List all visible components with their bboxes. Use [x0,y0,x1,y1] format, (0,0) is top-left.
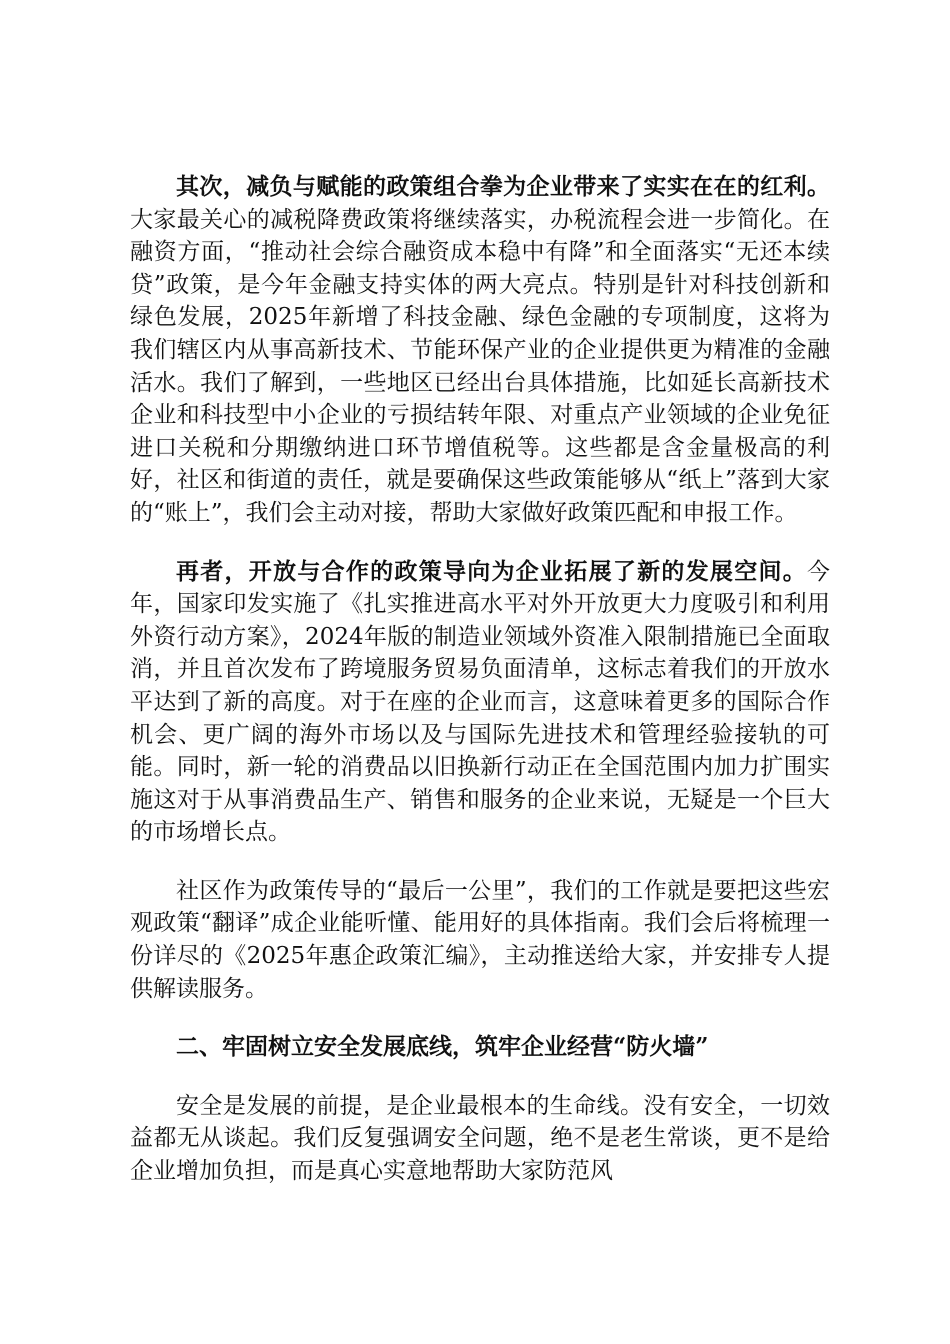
paragraph-body: 社区作为政策传导的“最后一公里”，我们的工作就是要把这些宏观政策“翻译”成企业能听懂、能用好的具体指南。我们会后将梳理一份详尽的《2025年惠企政策汇编》，主动推送给大家，并安排专人提供解读服务。 [130,877,830,1002]
paragraph-community-service [130,875,830,1005]
paragraph-body: 今年，国家印发实施了《扎实推进高水平对外开放更大力度吸引和利用外资行动方案》，2024年版的制造业领域外资准入限制措施已全面取消，并且首次发布了跨境服务贸易负面清单，这标志着我们的开放水平达到了新的高度。对于在座的企业而言，这意味着更多的国际合作机会、更广阔的海外市场以及与国际先进技术和管理经验接轨的可能。同时，新一轮的消费品以旧换新行动正在全国范围内加力扩围实施这对于从事消费品生产、销售和服务的企业来说，无疑是一个巨大的市场增长点。 [130,558,830,846]
paragraph-lead: 再者，开放与合作的政策导向为企业拓展了新的发展空间。 [176,557,807,585]
paragraph-tax-finance [130,171,830,530]
paragraph-body: 大家最关心的减税降费政策将继续落实，办税流程会进一步简化。在融资方面，“推动社会综合融资成本稳中有降”和全面落实“无还本续贷”政策，是今年金融支持实体的两大亮点。特别是针对科技创新和绿色发展，2025年新增了科技金融、绿色金融的专项制度，这将为我们辖区内从事高新技术、节能环保产业的企业提供更为精准的金融活水。我们了解到，一些地区已经出台具体措施，比如延长高新技术企业和科技型中小企业的亏损结转年限、对重点产业领域的企业免征进口关税和分期缴纳进口环节增值税等。这些都是含金量极高的利好，社区和街道的责任，就是要确保这些政策能够从“纸上”落到大家的“账上”，我们会主动对接，帮助大家做好政策匹配和申报工作。 [130,206,830,526]
paragraph-lead: 其次，减负与赋能的政策组合拳为企业带来了实实在在的红利。 [176,173,830,200]
section-heading: 二、牢固树立安全发展底线，筑牢企业经营“防火墙” [176,1033,709,1061]
document-page [130,171,830,1188]
paragraph-opening-cooperation [130,556,830,849]
paragraph-safety [130,1090,830,1188]
paragraph-body: 安全是发展的前提，是企业最根本的生命线。没有安全，一切效益都无从谈起。我们反复强调安全问题，绝不是老生常谈，更不是给企业增加负担，而是真心实意地帮助大家防范风 [130,1092,830,1185]
